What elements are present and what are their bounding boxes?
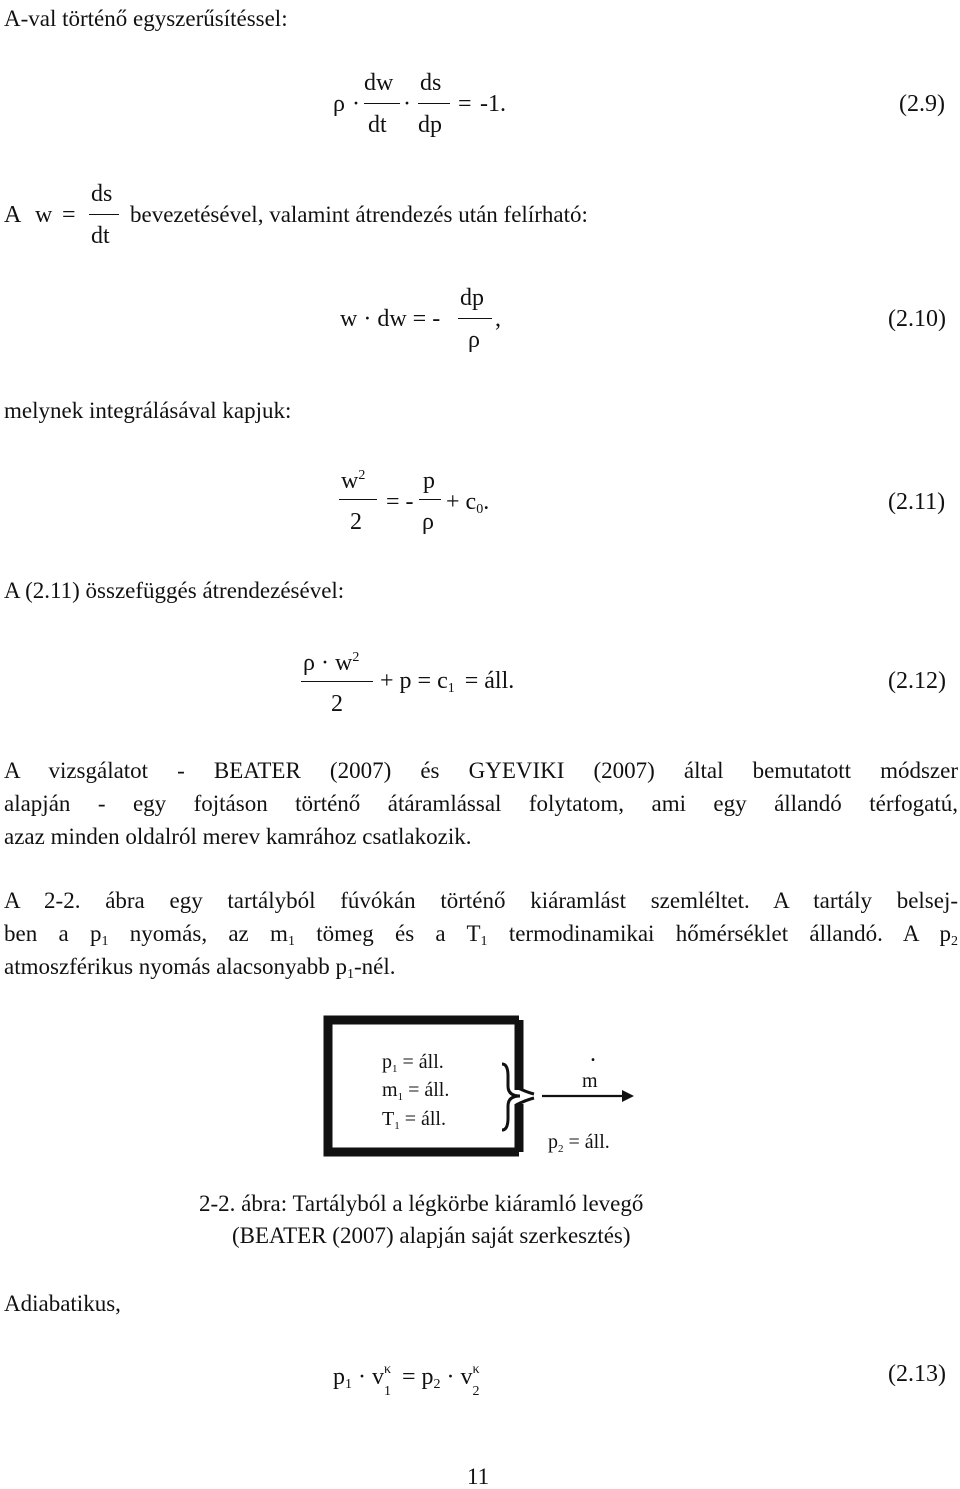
paragraph-line: A vizsgálatot - BEATER (2007) és GYEVIKI (2007) által bemutatott módszer (4, 758, 958, 783)
text-run: tömeg és a T (294, 921, 481, 946)
paragraph-line (4, 917, 958, 950)
fraction-denominator: 2 (350, 509, 362, 535)
label-t1 (382, 1108, 446, 1132)
subscript: 1 (397, 1091, 404, 1103)
subscript: 1 (392, 1063, 398, 1075)
fraction-bar (364, 103, 400, 104)
paragraph-2 (4, 884, 958, 983)
prefix-text: A (4, 202, 22, 228)
intro-text-4: Adiabatikus, (4, 1291, 121, 1316)
paragraph-line: alapján - egy fojtáson történő átáramlással folytatom, ami egy állandó térfogatú, (4, 791, 958, 816)
subscript: 1 (447, 681, 455, 696)
equation-label: (2.9) (899, 91, 945, 117)
paragraph-line: azaz minden oldalról merev kamrához csatlakozik. (4, 824, 472, 849)
symbol-p: p (421, 1364, 434, 1390)
equation-label: (2.10) (888, 306, 946, 332)
equation-middle (380, 668, 515, 696)
text-run: ben a p (4, 921, 102, 946)
symbol-p: p (333, 1364, 345, 1390)
fraction-numerator: p (423, 468, 435, 494)
subscript: 1 (480, 934, 488, 949)
fraction-bar (418, 103, 450, 104)
equation-label: (2.12) (888, 668, 946, 694)
fraction-denominator: dt (368, 112, 387, 138)
paragraph-1 (4, 754, 958, 853)
value: = áll. (568, 1131, 610, 1153)
variable-w: w (341, 468, 359, 494)
fraction-numerator (303, 651, 359, 675)
fraction-numerator: dp (460, 285, 484, 311)
tank-figure (320, 1012, 640, 1162)
equation-rhs: -1. (480, 91, 506, 117)
equation-label: (2.11) (888, 489, 946, 515)
intro-text-1: A-val történő egyszerűsítéssel: (4, 6, 288, 31)
equation-2-13: $p_1 \cdot v$ κ 1 = $p_2 \cdot v$ κ 2 (333, 1362, 480, 1399)
comma: , (495, 306, 501, 332)
dot-operator: · (403, 91, 411, 117)
label-m1 (382, 1079, 450, 1103)
subscript: 1 (394, 1120, 400, 1132)
equation-lhs: w · dw = - (340, 306, 441, 332)
fraction-bar (301, 681, 373, 682)
symbol: p (382, 1051, 392, 1073)
fraction-numerator: ds (420, 70, 442, 96)
rho-w: ρ · w (303, 650, 353, 676)
plus-c: + c (446, 489, 477, 515)
fraction-bar (89, 214, 119, 215)
equals-sign: = (62, 202, 76, 228)
subscript: 2 (433, 1377, 441, 1392)
text-run: atmoszférikus nyomás alacsonyabb p (4, 954, 347, 979)
fraction-denominator: ρ (422, 509, 434, 535)
fraction-numerator: ds (91, 181, 113, 207)
text-run: nyomás, az m (108, 921, 288, 946)
fraction-denominator: 2 (331, 691, 343, 717)
definition-suffix-text: bevezetésével, valamint átrendezés után felírható: (130, 202, 588, 227)
variable-w: w (35, 202, 53, 228)
label-p2 (548, 1131, 610, 1155)
fraction-denominator: ρ (468, 327, 480, 353)
symbol: T (382, 1108, 395, 1130)
page-number: 11 (467, 1464, 490, 1489)
symbol-v: v (460, 1364, 473, 1390)
fraction-bar (339, 499, 377, 500)
equals-minus: = - (386, 489, 414, 515)
value: = áll. (402, 1051, 444, 1073)
period: . (483, 489, 490, 515)
dot-operator: · (352, 91, 360, 117)
rho-symbol: ρ (333, 91, 345, 117)
subscript: 0 (476, 502, 484, 517)
fraction-bar (419, 499, 441, 500)
figure-caption-line-2: (BEATER (2007) alapján saját szerkesztés) (232, 1223, 631, 1248)
equals-constant: = áll. (464, 668, 515, 694)
exponent: 2 (352, 650, 360, 665)
value: = áll. (404, 1108, 446, 1130)
subscript: 1 (345, 1377, 352, 1392)
figure-caption-line-1: 2-2. ábra: Tartályból a légkörbe kiáramló levegő (199, 1191, 644, 1216)
symbol: m (382, 1079, 398, 1101)
fraction-denominator: dt (91, 223, 110, 249)
subscript: 1 (287, 934, 295, 949)
equation-label: (2.13) (888, 1361, 946, 1387)
subscript: 1 (101, 934, 109, 949)
fraction-denominator: dp (418, 112, 442, 138)
fraction-numerator (341, 469, 365, 493)
equals-sign: = (402, 1364, 416, 1390)
symbol-v: v (372, 1364, 384, 1390)
subscript: 1 (347, 967, 354, 982)
intro-text-2: melynek integrálásával kapjuk: (4, 398, 292, 423)
exponent: 2 (358, 468, 366, 483)
fraction-numerator: dw (364, 70, 394, 96)
plus-p-equals-c: + p = c (380, 668, 448, 694)
value: = áll. (408, 1079, 450, 1101)
paragraph-line (4, 950, 958, 983)
constant-term (446, 489, 490, 517)
paragraph-line: A 2-2. ábra egy tartályból fúvókán történő kiáramlást szemléltet. A tartály belsej- (4, 888, 958, 913)
text-run: -nél. (354, 954, 396, 979)
text-run: termodinamikai hőmérséklet állandó. A p (487, 921, 951, 946)
subscript: 2 (558, 1143, 564, 1155)
label-p1 (382, 1051, 444, 1075)
equals-sign: = (458, 91, 472, 117)
dot-operator: · (446, 1364, 455, 1390)
symbol: p (548, 1131, 558, 1153)
mass-flow-label: m (582, 1070, 598, 1092)
mass-flow-dot: . (590, 1041, 596, 1067)
fraction-bar (458, 318, 492, 319)
dot-operator: · (358, 1364, 366, 1390)
subscript: 2 (951, 934, 958, 949)
intro-text-3: A (2.11) összefüggés átrendezésével: (4, 578, 345, 603)
